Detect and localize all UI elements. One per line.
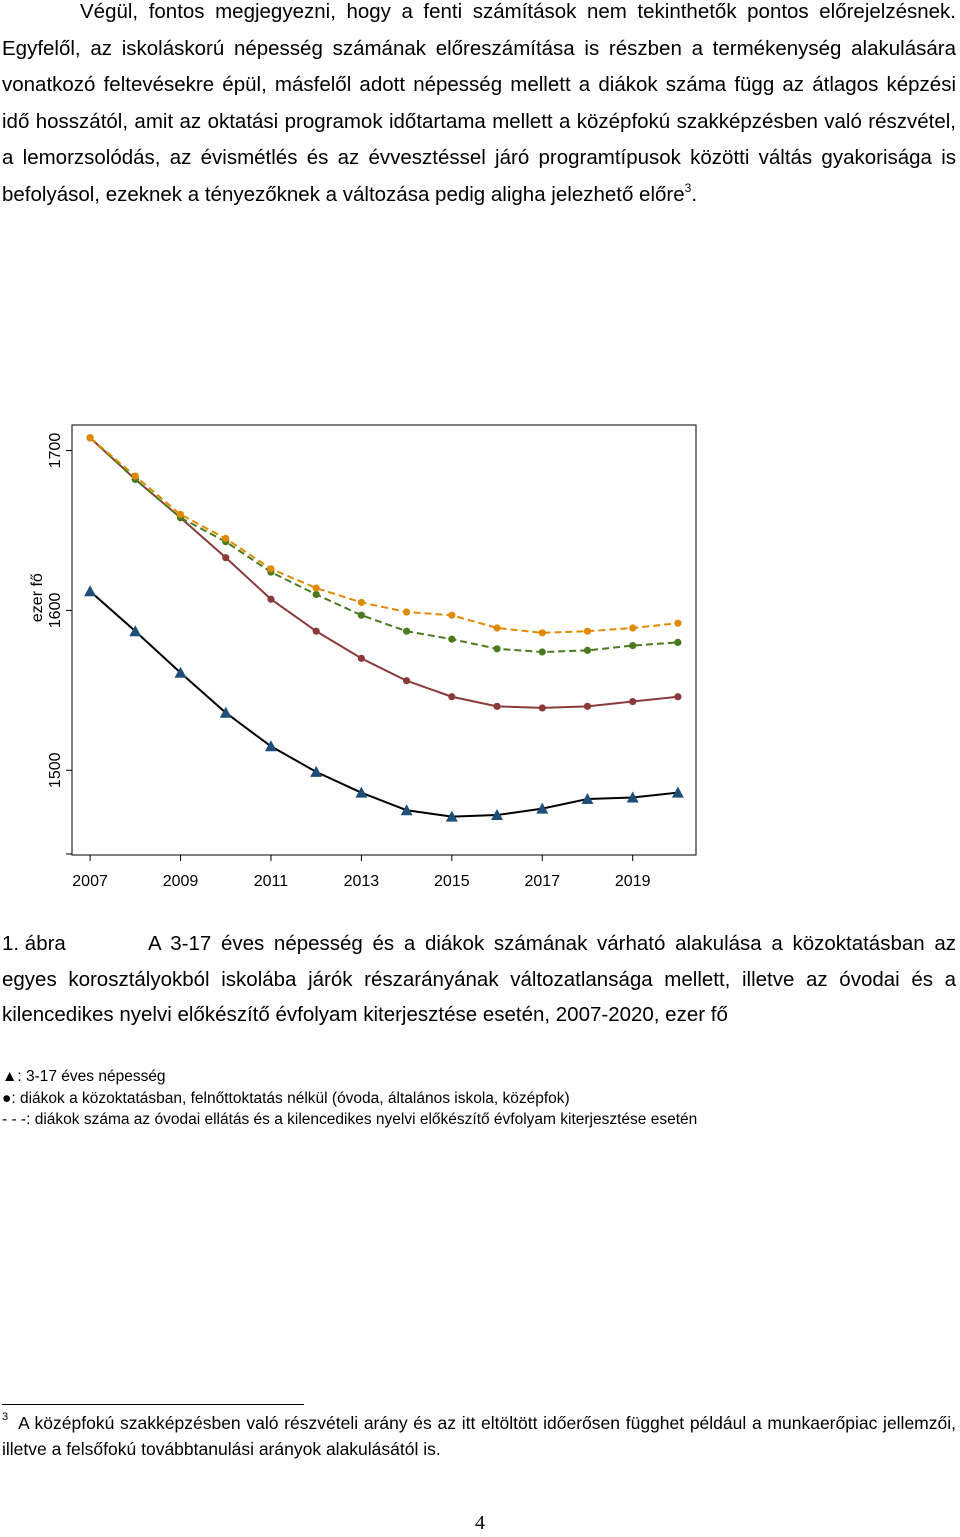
body-paragraph [2,0,956,213]
legend-text-population: : 3-17 éves népesség [17,1068,166,1085]
data-point-circle [493,703,500,710]
x-tick-label: 2011 [253,873,289,890]
data-point-circle [539,648,546,655]
data-point-circle [358,655,365,662]
line-chart [0,400,720,920]
data-point-circle [267,596,274,603]
x-tick-label: 2017 [524,873,561,890]
data-point-circle [403,608,410,615]
figure-legend [2,1066,697,1131]
data-point-circle [584,647,591,654]
data-point-circle [493,624,500,631]
legend-text-extension: : diákok száma az óvodai ellátás és a kilencedikes nyelvi előkészítő évfolyam kiterjesztése esetén [26,1111,698,1128]
x-tick-label: 2015 [434,873,470,890]
data-point-circle [403,628,410,635]
x-tick-label: 2019 [614,873,651,890]
data-point-circle [132,473,139,480]
footnote-reference: 3 [684,180,692,195]
data-point-circle [493,645,500,652]
triangle-icon: ▲ [2,1068,18,1085]
footnote-mark: 3 [2,1411,9,1423]
figure-number: 1. ábra [2,932,66,955]
data-point-circle [674,639,681,646]
y-tick-label: 1500 [47,752,64,789]
paragraph-end: . [691,182,698,206]
data-point-circle [222,554,229,561]
figure-caption [2,926,956,1033]
paragraph-text: Végül, fontos megjegyezni, hogy a fenti számítások nem tekinthetők pontos előrejelzésnek. Egyfelől, az iskoláskorú népesség számának előreszámítása is részben a termékenység alakulására vonatkozó feltevésekre épül, másfelől adott népesség mellett a diákok száma függ az átlagos képzési idő hosszától, amit az oktatási programok időtartama mellett a középfokú szakképzésben való részvétel, a lemorzsolódás, az évismétlés és az évvesztéssel járó programtípusok közötti váltás gyakorisága is befolyásol, ezeknek a tényezőknek a változása pedig aligha jelezhető előre [2,0,956,206]
data-point-circle [584,628,591,635]
data-point-circle [674,620,681,627]
x-tick-label: 2007 [72,873,108,890]
footnote-separator [2,1404,304,1405]
data-point-circle [539,629,546,636]
legend-item-population [2,1066,697,1088]
data-point-circle [448,612,455,619]
figure-caption-text: A 3-17 éves népesség és a diákok számának várható alakulása a közoktatásban az egyes korosztályokból iskolába járók részarányának változatlansága mellett, illetve az óvodai és a kilencedikes nyelvi előkészítő évfolyam kiterjesztése esetén, 2007-2020, ezer fő [2,932,956,1026]
data-point-circle [539,704,546,711]
data-point-circle [629,698,636,705]
data-point-circle [267,565,274,572]
dashed-line-icon: - - - [2,1111,27,1128]
legend-item-extension [2,1109,697,1131]
footnote-text: A középfokú szakképzésben való részvételi arány és az itt eltöltött időerősen függhet például a munkaerőpiac jellemzői, illetve a felsőfokú továbbtanulási arányok alakulásától is. [2,1413,956,1459]
data-point-circle [86,434,93,441]
data-point-circle [584,703,591,710]
legend-item-students [2,1088,697,1110]
y-axis-title: ezer fő [29,573,46,623]
data-point-circle [358,612,365,619]
y-tick-label: 1700 [47,432,64,469]
data-point-circle [629,642,636,649]
data-point-circle [313,591,320,598]
y-tick-label: 1600 [47,592,64,629]
circle-icon: ● [2,1089,12,1107]
data-point-circle [358,599,365,606]
page-number: 4 [475,1512,485,1534]
data-point-circle [629,624,636,631]
data-point-circle [222,535,229,542]
data-point-circle [177,511,184,518]
data-point-circle [448,693,455,700]
footnote [2,1410,956,1462]
x-tick-label: 2009 [162,873,199,890]
data-point-circle [674,693,681,700]
x-tick-label: 2013 [343,873,380,890]
data-point-circle [313,584,320,591]
data-point-circle [448,636,455,643]
data-point-circle [403,677,410,684]
legend-text-students: : diákok a közoktatásban, felnőttoktatás nélkül (óvoda, általános iskola, középfok) [11,1089,570,1107]
data-point-circle [313,628,320,635]
